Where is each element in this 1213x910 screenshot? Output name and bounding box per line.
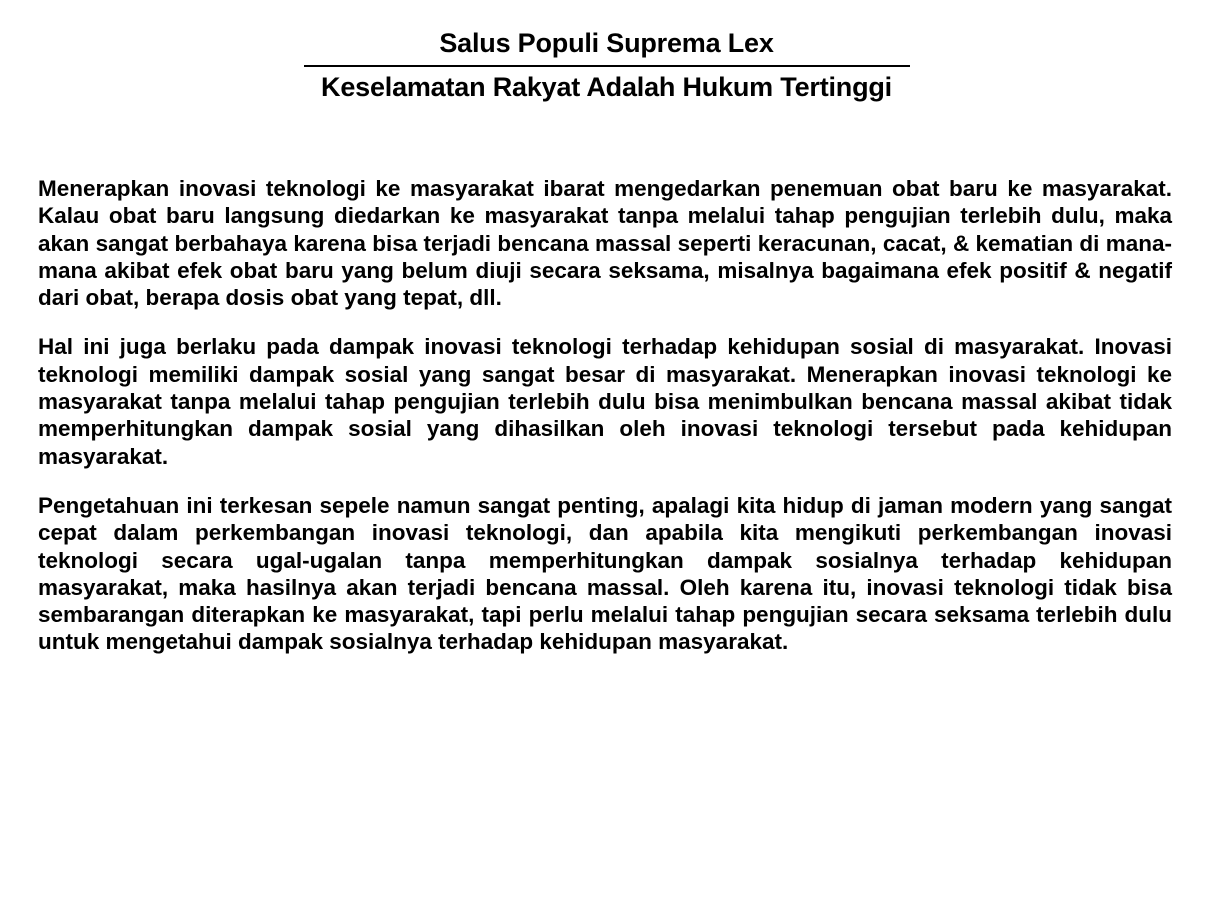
document-body <box>38 175 1172 678</box>
paragraph-2: Hal ini juga berlaku pada dampak inovasi teknologi terhadap kehidupan sosial di masyarakat. Inovasi teknologi memiliki dampak sosial yang sangat besar di masyarakat. Menerapkan inovasi teknologi ke masyarakat tanpa melalui tahap pengujian terlebih dulu bisa menimbulkan bencana massal akibat tidak memperhitungkan dampak sosial yang dihasilkan oleh inovasi teknologi tersebut pada kehidupan masyarakat. <box>38 334 1172 469</box>
document-subtitle: Keselamatan Rakyat Adalah Hukum Tertinggi <box>321 72 892 102</box>
document-title: Salus Populi Suprema Lex <box>439 28 774 58</box>
paragraph-1: Menerapkan inovasi teknologi ke masyarakat ibarat mengedarkan penemuan obat baru ke masyarakat. Kalau obat baru langsung diedarkan ke masyarakat tanpa melalui tahap pengujian terlebih dulu, maka akan sangat berbahaya karena bisa terjadi bencana massal seperti keracunan, cacat, & kematian di mana-mana akibat efek obat baru yang belum diuji secara seksama, misalnya bagaimana efek positif & negatif dari obat, berapa dosis obat yang tepat, dll. <box>38 176 1172 311</box>
title-block <box>0 26 1213 104</box>
title-divider <box>304 65 910 67</box>
paragraph-3: Pengetahuan ini terkesan sepele namun sangat penting, apalagi kita hidup di jaman modern yang sangat cepat dalam perkembangan inovasi teknologi, dan apabila kita mengikuti perkembangan inovasi teknologi secara ugal-ugalan tanpa memperhitungkan dampak sosialnya terhadap kehidupan masyarakat, maka hasilnya akan terjadi bencana massal. Oleh karena itu, inovasi teknologi tidak bisa sembarangan diterapkan ke masyarakat, tapi perlu melalui tahap pengujian secara seksama terlebih dulu untuk mengetahui dampak sosialnya terhadap kehidupan masyarakat. <box>38 492 1172 655</box>
